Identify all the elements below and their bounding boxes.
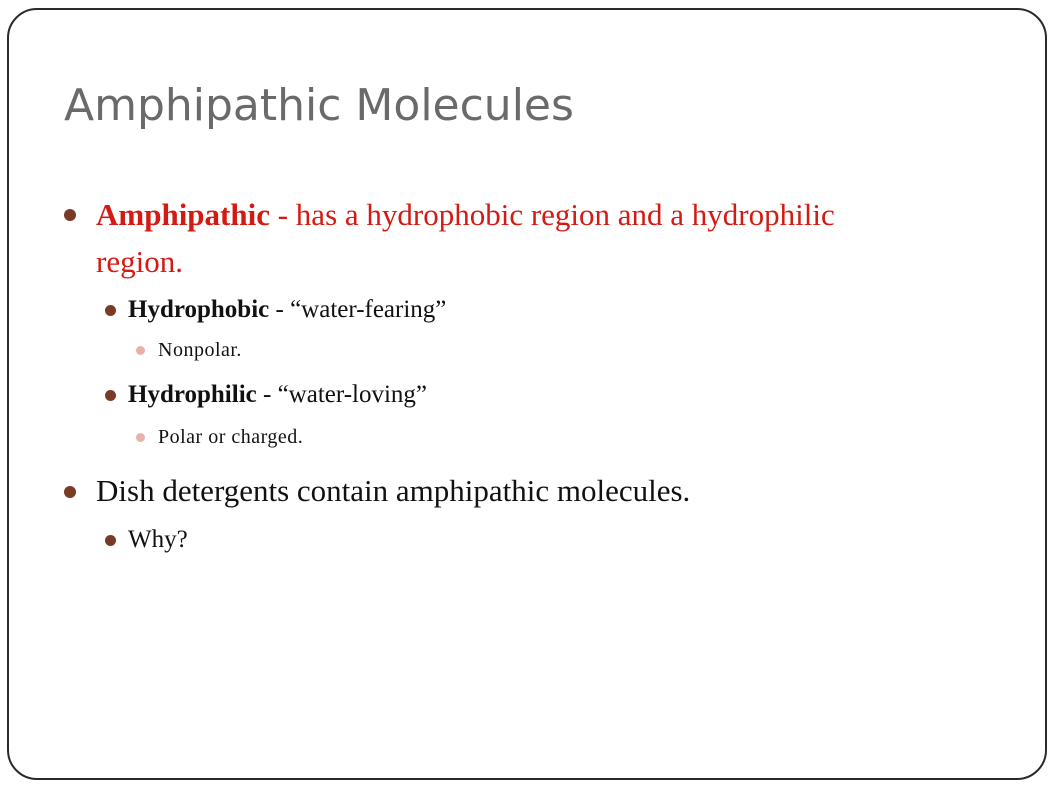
bullet-icon xyxy=(105,305,116,316)
term-hydrophilic: Hydrophilic xyxy=(128,381,257,408)
bullet-why xyxy=(128,527,188,552)
bullet-icon xyxy=(64,486,76,498)
text-detergents: Dish detergents contain amphipathic molecules. xyxy=(96,473,691,508)
definition-hydrophobic: - “water-fearing” xyxy=(269,296,447,323)
bullet-amphipathic-continued xyxy=(96,246,183,277)
bullet-polar xyxy=(158,427,303,447)
text-why: Why? xyxy=(128,526,188,553)
bullet-hydrophobic xyxy=(128,297,446,322)
bullet-icon xyxy=(136,433,145,442)
bullet-icon xyxy=(136,346,145,355)
bullet-nonpolar xyxy=(158,340,242,360)
term-amphipathic: Amphipathic xyxy=(96,197,270,232)
slide-title: Amphipathic Molecules xyxy=(64,80,574,131)
definition-hydrophilic: - “water-loving” xyxy=(256,381,428,408)
bullet-hydrophilic xyxy=(128,382,427,407)
definition-amphipathic-line2: region. xyxy=(96,244,183,279)
bullet-icon xyxy=(105,535,116,546)
text-polar: Polar or charged. xyxy=(158,426,304,448)
bullet-icon xyxy=(105,390,116,401)
bullet-icon xyxy=(64,209,76,221)
term-hydrophobic: Hydrophobic xyxy=(128,296,270,323)
bullet-detergents xyxy=(96,475,690,506)
bullet-amphipathic xyxy=(96,199,835,230)
definition-amphipathic: - has a hydrophobic region and a hydrophilic xyxy=(269,197,835,232)
text-nonpolar: Nonpolar. xyxy=(158,339,242,361)
